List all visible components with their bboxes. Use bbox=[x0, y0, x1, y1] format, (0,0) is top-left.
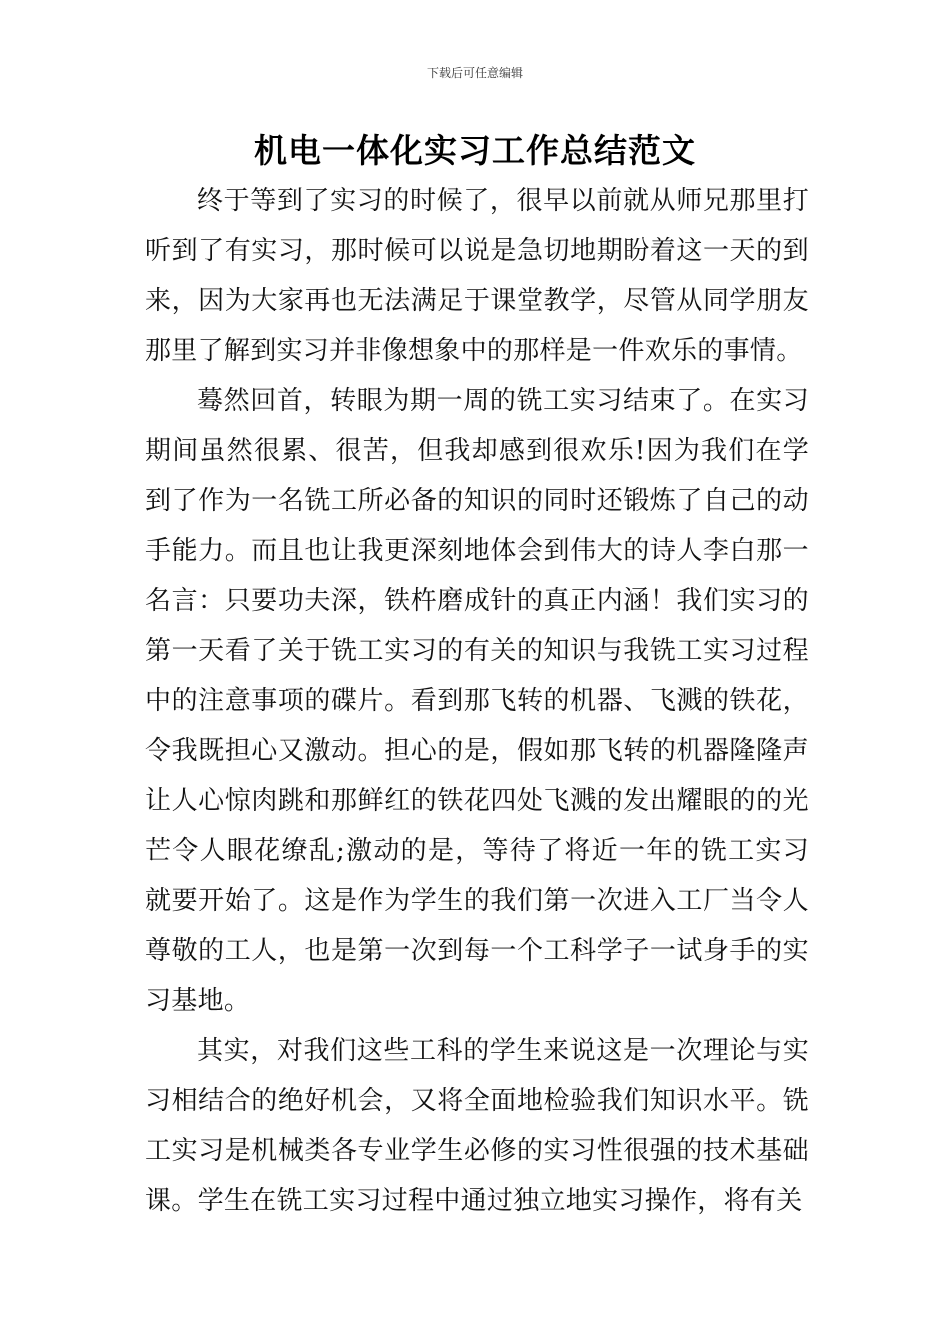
page-header-note: 下载后可任意编辑 bbox=[426, 66, 523, 80]
paragraph-1: 终于等到了实习的时候了，很早以前就从师兄那里打听到了有实习，那时候可以说是急切地期盼着这一天的到来，因为大家再也无法满足于课堂教学，尽管从同学朋友那里了解到实习并非像想象中的那样是一件欢乐的事情。 bbox=[145, 186, 809, 366]
document-body bbox=[145, 176, 809, 1226]
paragraph-2: 蓦然回首，转眼为期一周的铣工实习结束了。在实习期间虽然很累、很苦，但我却感到很欢乐!因为我们在学到了作为一名铣工所必备的知识的同时还锻炼了自己的动手能力。而且也让我更深刻地体会到伟大的诗人李白那一名言：只要功夫深，铁杵磨成针的真正内涵！我们实习的第一天看了关于铣工实习的有关的知识与我铣工实习过程中的注意事项的碟片。看到那飞转的机器、飞溅的铁花，令我既担心又激动。担心的是，假如那飞转的机器隆隆声让人心惊肉跳和那鲜红的铁花四处飞溅的发出耀眼的的光芒令人眼花缭乱;激动的是，等待了将近一年的铣工实习就要开始了。这是作为学生的我们第一次进入工厂当令人尊敬的工人，也是第一次到每一个工科学子一试身手的实习基地。 bbox=[145, 386, 809, 1016]
document-title: 机电一体化实习工作总结范文 bbox=[254, 131, 696, 170]
paragraph-3: 其实，对我们这些工科的学生来说这是一次理论与实习相结合的绝好机会，又将全面地检验我们知识水平。铣工实习是机械类各专业学生必修的实习性很强的技术基础课。学生在铣工实习过程中通过独立地实习操作，将有关 bbox=[145, 1036, 809, 1216]
